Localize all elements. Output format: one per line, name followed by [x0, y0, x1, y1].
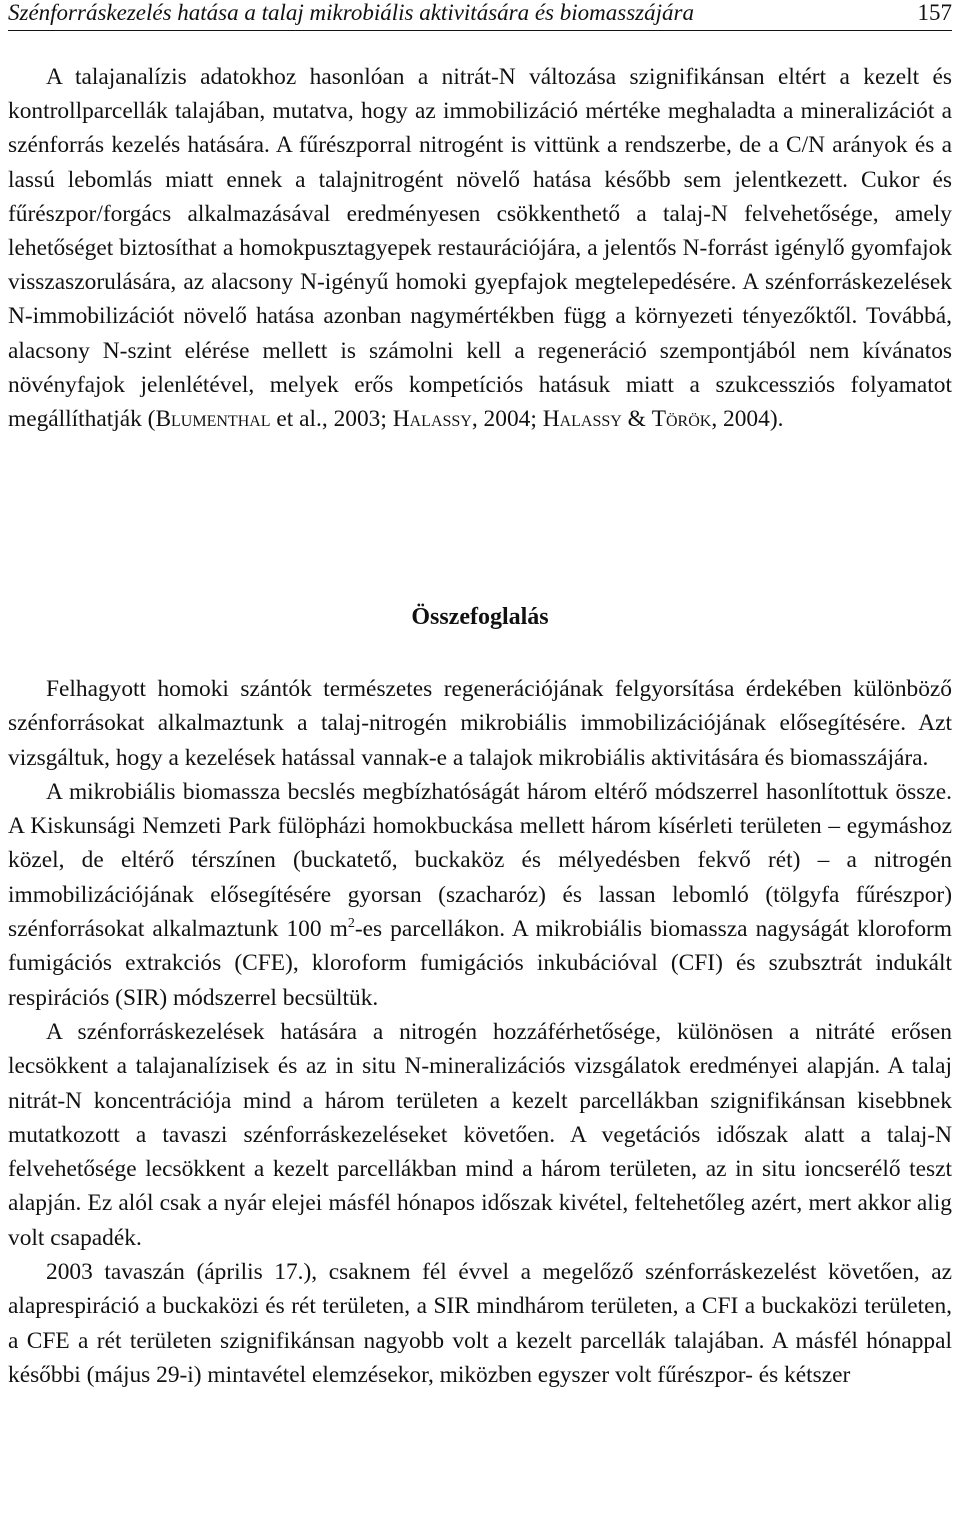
citation-author-halassy-2: Halassy — [542, 406, 622, 433]
summary-p2-text-b: -es parcellákon. A mikrobiális biomassza nagyságát kloroform fumigációs extrakciós (CFE), kloroform fumigációs inkubációval (CFI) és szubsztrát indukált respirációs (SIR) módszerrel becsültük. — [8, 916, 952, 1011]
summary-p2-text-a: A mikrobiális biomassza becslés megbízhatóságát három eltérő módszerrel hasonlítottuk össze. A Kiskunsági Nemzeti Park fülöpházi homokbuckása mellett három kísérleti területen – egymáshoz közel, de eltérő térszínen (buckatető, buckaköz és mélyedésben fekvő rét) – a nitrogén immobilizációjának elősegítésére gyorsan (szacharóz) és lassan lebomló (tölgyfa fűrészpor) szénforrásokat alkalmaztunk 100 m — [8, 778, 952, 943]
summary-paragraph-2 — [8, 775, 952, 1015]
running-header — [8, 0, 952, 31]
superscript-2: 2 — [347, 916, 355, 932]
page-number: 157 — [917, 0, 952, 25]
running-title: Szénforráskezelés hatása a talaj mikrobiális aktivitására és biomasszájára — [8, 0, 694, 25]
summary-section — [8, 672, 952, 1392]
summary-paragraph-3: A szénforráskezelések hatására a nitrogén hozzáférhetősége, különösen a nitráté erősen lecsökkent a talajanalízisek és az in situ N-mineralizációs vizsgálatok eredményei alapján. A talaj nitrát-N koncentrációja mind a három területen a kezelt parcellákban szignifikánsan kisebbnek mutatkozott a tavaszi szénforráskezeléseket követően. A vegetációs időszak alatt a talaj-N felvehetősége lecsökkent a kezelt parcellákban mind a három területen, az in situ ioncserélő teszt alapján. Ez alól csak a nyár elejei másfél hónapos időszak kivétel, feltehetőleg azért, mert akkor alig volt csapadék. — [8, 1018, 952, 1251]
summary-paragraph-1: Felhagyott homoki szántók természetes regenerációjának felgyorsítása érdekében különböző szénforrásokat alkalmaztunk a talaj-nitrogén mikrobiális immobilizációjának elősegítésére. Azt vizsgáltuk, hogy a kezelések hatással vannak-e a talajok mikrobiális aktivitására és biomasszájára. — [8, 676, 952, 771]
intro-paragraph — [8, 60, 952, 436]
intro-text-1: A talajanalízis adatokhoz hasonlóan a nitrát-N változása szignifikánsan eltért a kezelt és kontrollparcellák talajában, mutatva, hogy az immobilizáció mértéke meghaladta a mineralizációt a szénforrás kezelés hatására. A fűrészporral nitrogént is vittünk a rendszerbe, de a C/N arányok és a lassú lebomlás miatt ennek a talajnitrogént növelő hatása később sem jelentkezett. Cukor és fűrészpor/forgács alkalmazásával eredményesen csökkenthető a talaj-N felvehetősége, amely lehetőséget biztosíthat a homokpusztagyepek restaurációjára, a jelentős N-forrást igénylő gyomfajok visszaszorulására, az alacsony N-igényű homoki gyepfajok megtelepedésére. A szénforráskezelések N-immobilizációt növelő hatása azonban nagymértékben függ a környezeti tényezőktől. Továbbá, alacsony N-szint elérése mellett is számolni kell a regeneráció szempontjából nem kívánatos növényfajok jelenlétével, melyek erős kompetíciós hatásuk miatt a szukcessziós folyamatot megállíthatják ( — [8, 64, 952, 433]
intro-section — [8, 60, 952, 436]
summary-paragraph-4: 2003 tavaszán (április 17.), csaknem fél évvel a megelőző szénforráskezelést követően, az alaprespiráció a buckaközi és rét területen, a SIR mindhárom területen, a CFI a buckaközi területen, a CFE a rét területen szignifikánsan nagyobb volt a kezelt parcellák talajában. A másfél hónappal későbbi (május 29-i) mintavétel elemzésekor, miközben egyszer volt fűrészpor- és kétszer — [8, 1259, 952, 1388]
citation-author-halassy: Halassy — [392, 406, 472, 433]
citation-author-blumenthal: Blumenthal — [155, 406, 271, 433]
intro-text-5: , 2004). — [711, 406, 784, 433]
citation-author-torok: Török — [651, 406, 712, 433]
intro-text-2: et al., 2003; — [270, 406, 393, 433]
intro-text-3: , 2004; — [471, 406, 543, 433]
intro-text-4: & — [621, 406, 652, 433]
section-heading: Összefoglalás — [411, 604, 549, 630]
